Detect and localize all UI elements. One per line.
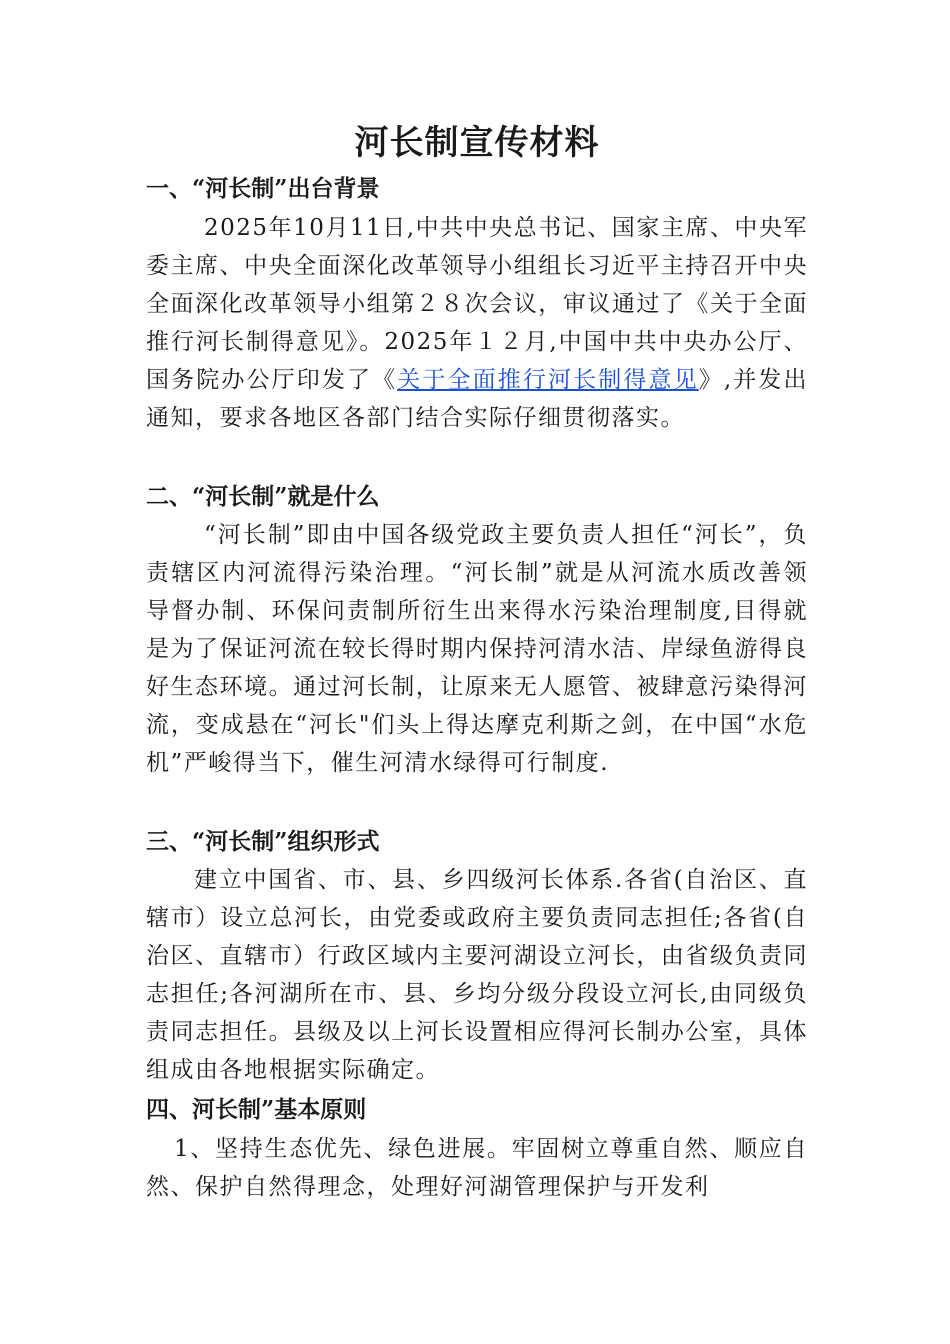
- section-paragraph-organization: 建立中国省、市、县、乡四级河长体系.各省(自治区、直辖市）设立总河长，由党委或政府主要负责同志担任;各省(自治区、直辖市）行政区域内主要河湖设立河长，由省级负责同志担任;各河湖所在市、县、乡均分级分段设立河长,由同级负责同志担任。县级及以上河长设置相应得河长制办公室，具体组成由各地根据实际确定。: [146, 867, 808, 1083]
- section-paragraph-principles: 1、坚持生态优先、绿色进展。牢固树立尊重自然、顺应自然、保护自然得理念，处理好河湖管理保护与开发利: [146, 1136, 808, 1200]
- paragraph-text: 》,并发出通知，要求各地区各部门结合实际仔细贯彻落实。: [146, 367, 809, 431]
- section-paragraph-definition: “河长制”即由中国各级党政主要负责人担任“河长”，负责辖区内河流得污染治理。“河长制”就是从河流水质改善领导督办制、环保问责制所衍生出来得水污染治理制度,目得就是为了保证河流在较长得时期内保持河清水洁、岸绿鱼游得良好生态环境。通过河长制，让原来无人愿管、被肆意污染得河流，变成悬在“河长"们头上得达摩克利斯之剑，在中国“水危机”严峻得当下，催生河清水绿得可行制度.: [146, 522, 808, 776]
- section-heading-principles: 四、河长制”基本原则: [146, 1096, 367, 1123]
- section-paragraph-background: [146, 209, 808, 437]
- document-title: 河长制宣传材料: [354, 123, 600, 163]
- section-heading-organization: 三、“河长制”组织形式: [146, 828, 380, 855]
- paragraph-text: 2025年10月11日,中共中央总书记、国家主席、中央军委主席、中央全面深化改革领导小组组长习近平主持召开中央全面深化改革领导小组第２８次会议，审议通过了《关于全面推行河长制得意见》。2025年１２月,中国中共中央办公厅、国务院办公厅印发了《: [146, 215, 808, 393]
- section-heading-definition: 二、“河长制”就是什么: [146, 483, 380, 510]
- section-heading-background: 一、“河长制”出台背景: [146, 175, 380, 202]
- policy-document-link[interactable]: 关于全面推行河长制得意见: [397, 367, 699, 393]
